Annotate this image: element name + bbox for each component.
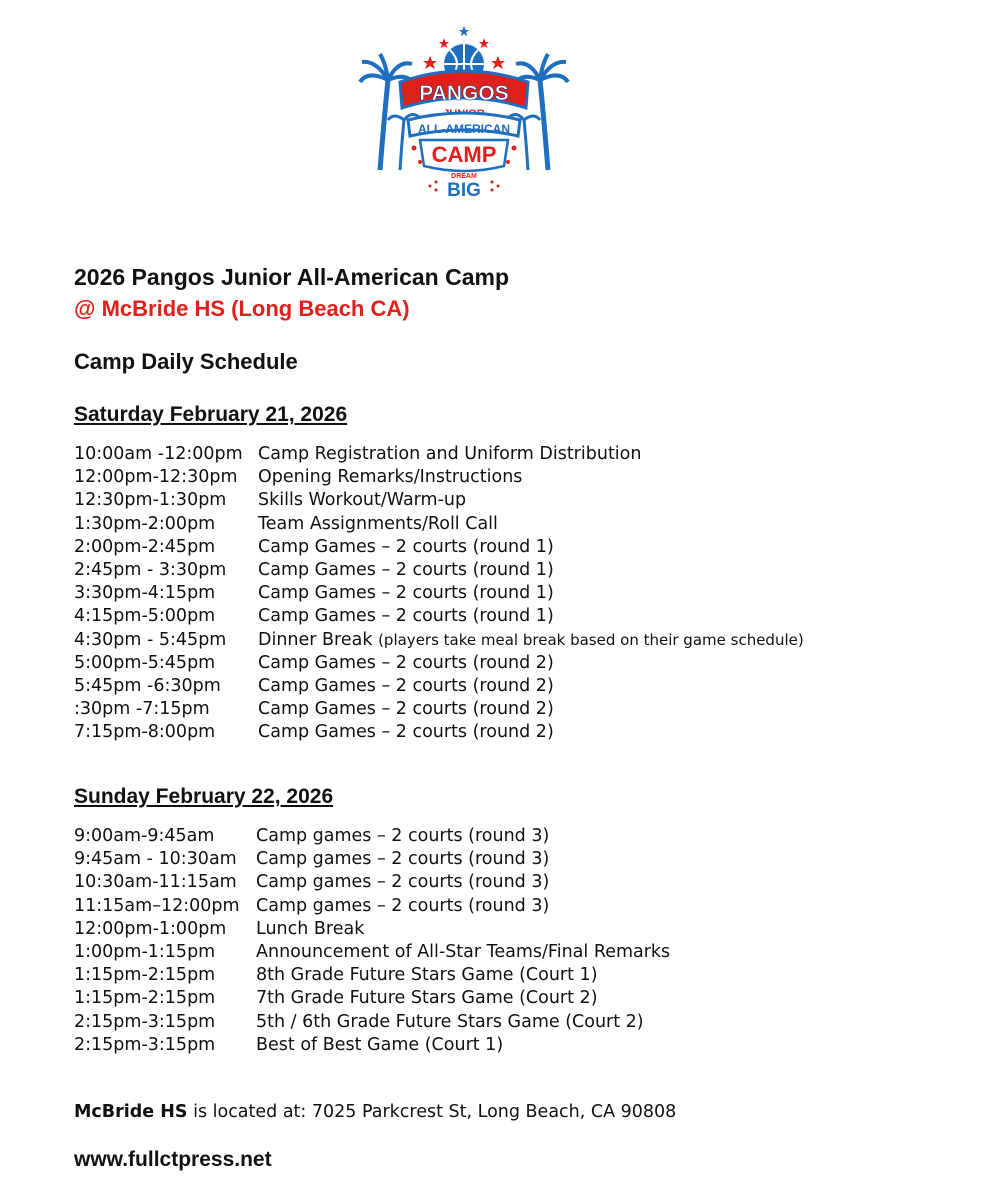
row-activity: Camp Games – 2 courts (round 1) [258, 536, 554, 557]
row-activity-wrap [258, 489, 466, 512]
camp-logo [358, 20, 570, 205]
row-time: 10:00am -12:00pm [74, 444, 243, 464]
row-activity-wrap [256, 941, 670, 964]
address-text: is located at: 7025 Parkcrest St, Long Beach, CA 90808 [193, 1102, 677, 1122]
row-activity: Announcement of All-Star Teams/Final Remarks [256, 941, 671, 962]
row-time: 5:00pm-5:45pm [74, 652, 216, 673]
row-time: 1:15pm-2:15pm [74, 965, 216, 986]
row-note: (players take meal break based on their game schedule) [378, 630, 804, 649]
page-title: 2026 Pangos Junior All-American Camp [74, 264, 510, 290]
row-time: :30pm -7:15pm [74, 699, 210, 720]
row-activity-wrap [256, 964, 598, 987]
row-activity-wrap [256, 825, 549, 848]
row-time: 7:15pm-8:00pm [74, 722, 216, 743]
row-activity-wrap [256, 918, 364, 941]
row-time: 11:15am–12:00pm [74, 895, 240, 916]
row-time: 4:30pm - 5:45pm [74, 629, 227, 650]
row-activity: 5th / 6th Grade Future Stars Game (Court 2) [256, 1011, 644, 1032]
svg-text:CAMP: CAMP [431, 142, 497, 167]
schedule-subtitle: Camp Daily Schedule [74, 349, 298, 374]
row-activity-wrap [258, 582, 554, 605]
row-time: 2:45pm - 3:30pm [74, 559, 227, 580]
row-time: 2:15pm-3:15pm [74, 1011, 216, 1032]
row-activity: Camp Games – 2 courts (round 2) [258, 652, 554, 673]
svg-text:ALL-AMERICAN: ALL-AMERICAN [418, 122, 510, 136]
row-activity-wrap [256, 895, 549, 918]
row-activity-wrap [256, 1011, 644, 1034]
website-link[interactable]: www.fullctpress.net [74, 1148, 272, 1171]
row-time: 5:45pm -6:30pm [74, 675, 221, 696]
day-heading-sunday: Sunday February 22, 2026 [74, 785, 334, 808]
row-time: 2:00pm-2:45pm [74, 536, 216, 557]
row-activity: Camp games – 2 courts (round 3) [256, 895, 550, 916]
row-activity: 7th Grade Future Stars Game (Court 2) [256, 988, 598, 1009]
row-time: 10:30am-11:15am [74, 872, 237, 893]
svg-text:BIG: BIG [447, 180, 481, 201]
venue-name: McBride HS [74, 1102, 188, 1122]
row-activity: Opening Remarks/Instructions [258, 467, 523, 488]
row-activity: Lunch Break [256, 918, 365, 939]
row-activity: Camp games – 2 courts (round 3) [256, 849, 550, 870]
row-time: 1:15pm-2:15pm [74, 988, 216, 1009]
row-activity-wrap [256, 1034, 503, 1057]
row-activity-wrap [258, 559, 554, 582]
row-activity-wrap [258, 513, 498, 536]
row-activity-wrap [256, 848, 549, 871]
venue-address [74, 1100, 676, 1124]
row-time: 2:15pm-3:15pm [74, 1034, 216, 1055]
row-activity-wrap [258, 466, 522, 489]
row-activity: Camp Games – 2 courts (round 2) [258, 722, 554, 743]
row-activity-wrap [258, 443, 641, 466]
row-activity-wrap [258, 629, 804, 652]
row-time: 9:45am - 10:30am [74, 849, 237, 870]
logo-banners [400, 71, 528, 171]
palm-tree-icon-left [360, 54, 420, 170]
row-time: 3:30pm-4:15pm [74, 583, 216, 604]
row-activity: Best of Best Game (Court 1) [256, 1034, 504, 1055]
row-time: 12:00pm-1:00pm [74, 918, 227, 939]
row-activity-wrap [258, 652, 554, 675]
row-activity-wrap [258, 675, 554, 698]
row-activity: Team Assignments/Roll Call [258, 513, 498, 534]
svg-text:PANGOS: PANGOS [419, 82, 509, 105]
row-activity: Camp Games – 2 courts (round 1) [258, 559, 554, 580]
row-time: 1:30pm-2:00pm [74, 513, 216, 534]
row-time: 12:00pm-12:30pm [74, 467, 238, 488]
row-activity: Camp Games – 2 courts (round 2) [258, 675, 554, 696]
dream-big-mark [429, 173, 500, 201]
row-time: 1:00pm-1:15pm [74, 941, 216, 962]
row-time: 4:15pm-5:00pm [74, 606, 216, 627]
row-activity: Skills Workout/Warm-up [258, 490, 467, 511]
row-activity-wrap [256, 871, 549, 894]
row-activity: Camp Registration and Uniform Distribution [258, 444, 642, 464]
palm-tree-icon-right [508, 54, 568, 170]
row-time: 9:00am-9:45am [74, 826, 215, 846]
svg-text:DREAM: DREAM [451, 173, 477, 180]
row-activity: Camp Games – 2 courts (round 1) [258, 606, 554, 627]
row-activity: Camp games – 2 courts (round 3) [256, 826, 550, 846]
row-activity-wrap [258, 536, 554, 559]
row-activity-wrap [258, 605, 554, 628]
day-heading-saturday: Saturday February 21, 2026 [74, 403, 348, 426]
camp-location: @ McBride HS (Long Beach CA) [74, 296, 410, 321]
row-activity: 8th Grade Future Stars Game (Court 1) [256, 965, 598, 986]
row-activity: Dinner Break [258, 629, 373, 650]
row-time: 12:30pm-1:30pm [74, 490, 227, 511]
row-activity-wrap [256, 987, 598, 1010]
row-activity-wrap [258, 721, 554, 744]
row-activity: Camp Games – 2 courts (round 1) [258, 583, 554, 604]
row-activity-wrap [258, 698, 554, 721]
row-activity: Camp Games – 2 courts (round 2) [258, 699, 554, 720]
row-activity: Camp games – 2 courts (round 3) [256, 872, 550, 893]
